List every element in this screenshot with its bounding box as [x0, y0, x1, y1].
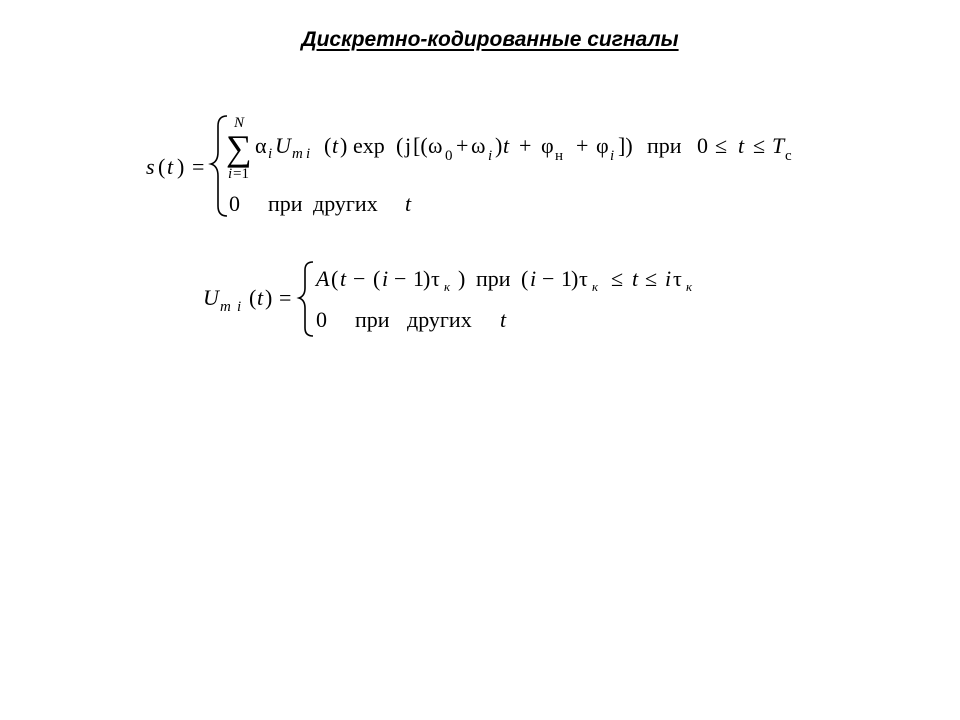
tau-sub-k: к	[686, 279, 693, 294]
paren-open: (	[373, 266, 381, 291]
i-var: i	[382, 266, 389, 291]
j-symbol: j	[405, 133, 412, 158]
leq-sign: ≤	[611, 266, 624, 291]
leq-sign: ≤	[645, 266, 658, 291]
U-sub-i: i	[306, 146, 311, 162]
word-pri: при	[476, 266, 511, 291]
minus-sign: −	[542, 266, 555, 291]
plus-sign: +	[576, 133, 589, 158]
paren-open: (	[158, 154, 166, 179]
case2-zero: 0	[316, 307, 327, 332]
T-symbol: T	[772, 133, 785, 158]
word-pri: при	[268, 191, 303, 216]
one: 1	[413, 266, 424, 291]
t-var: t	[503, 133, 510, 158]
alpha-sub-i: i	[268, 146, 273, 162]
t-var: t	[167, 154, 174, 179]
paren-close: )	[423, 266, 431, 291]
sum-upper-limit: N	[234, 115, 245, 131]
paren-open: (	[331, 266, 339, 291]
phi-sub-n: н	[555, 148, 564, 164]
t-var: t	[500, 307, 507, 332]
U-symbol: U	[275, 133, 291, 158]
paren-close: )	[340, 133, 348, 158]
equals-sign: =	[192, 154, 205, 179]
sum-sign: ∑	[226, 128, 252, 168]
s-symbol: s	[146, 154, 155, 179]
tau-symbol: τ	[431, 266, 440, 291]
U-sub-m: m	[292, 146, 303, 162]
T-sub-c: с	[785, 148, 792, 164]
exp-function: exp	[353, 133, 385, 158]
one: 1	[561, 266, 572, 291]
word-others: других	[313, 191, 378, 216]
paren-close: )	[571, 266, 579, 291]
i-var: i	[530, 266, 537, 291]
bracket-close: ])	[618, 133, 633, 158]
paren-close: )	[495, 133, 503, 158]
U-sub-m: m	[220, 299, 231, 315]
paren-open: (	[249, 285, 257, 310]
page-title: Дискретно-кодированные сигналы	[301, 28, 679, 51]
tau-symbol: τ	[579, 266, 588, 291]
minus-sign: −	[353, 266, 366, 291]
minus-sign: −	[394, 266, 407, 291]
phi-sub-i: i	[610, 148, 615, 164]
t-var: t	[340, 266, 347, 291]
tau-sub-k: к	[592, 279, 599, 294]
omega-symbol: ω	[428, 133, 443, 158]
plus-sign: +	[519, 133, 532, 158]
paren-close: )	[265, 285, 273, 310]
paren-close: )	[458, 266, 466, 291]
leq-sign: ≤	[753, 133, 766, 158]
t-var: t	[632, 266, 639, 291]
equals-sign: =	[279, 285, 292, 310]
zero: 0	[697, 133, 708, 158]
t-var: t	[738, 133, 745, 158]
omega-symbol: ω	[471, 133, 486, 158]
tau-symbol: τ	[673, 266, 682, 291]
sum-lower-var: i	[228, 166, 233, 182]
omega-sub-i: i	[488, 148, 493, 164]
omega-sub-0: 0	[445, 148, 453, 164]
sum-lower-val: =1	[233, 166, 249, 182]
paren-open: (	[521, 266, 529, 291]
plus-sign: +	[456, 133, 469, 158]
i-var: i	[665, 266, 672, 291]
word-pri: при	[355, 307, 390, 332]
left-brace	[299, 262, 313, 336]
t-var: t	[257, 285, 264, 310]
word-others: других	[407, 307, 472, 332]
alpha-symbol: α	[255, 133, 267, 158]
leq-sign: ≤	[715, 133, 728, 158]
phi-symbol: φ	[596, 133, 609, 158]
word-pri: при	[647, 133, 682, 158]
U-sub-i: i	[237, 299, 242, 315]
tau-sub-k: к	[444, 279, 451, 294]
paren-open: (	[324, 133, 332, 158]
paren-open: (	[396, 133, 404, 158]
phi-symbol: φ	[541, 133, 554, 158]
A-symbol: A	[316, 266, 330, 291]
t-var: t	[405, 191, 412, 216]
case2-zero: 0	[229, 191, 240, 216]
bracket-open: [(	[413, 133, 428, 158]
U-symbol: U	[203, 285, 219, 310]
paren-close: )	[177, 154, 185, 179]
t-var: t	[332, 133, 339, 158]
